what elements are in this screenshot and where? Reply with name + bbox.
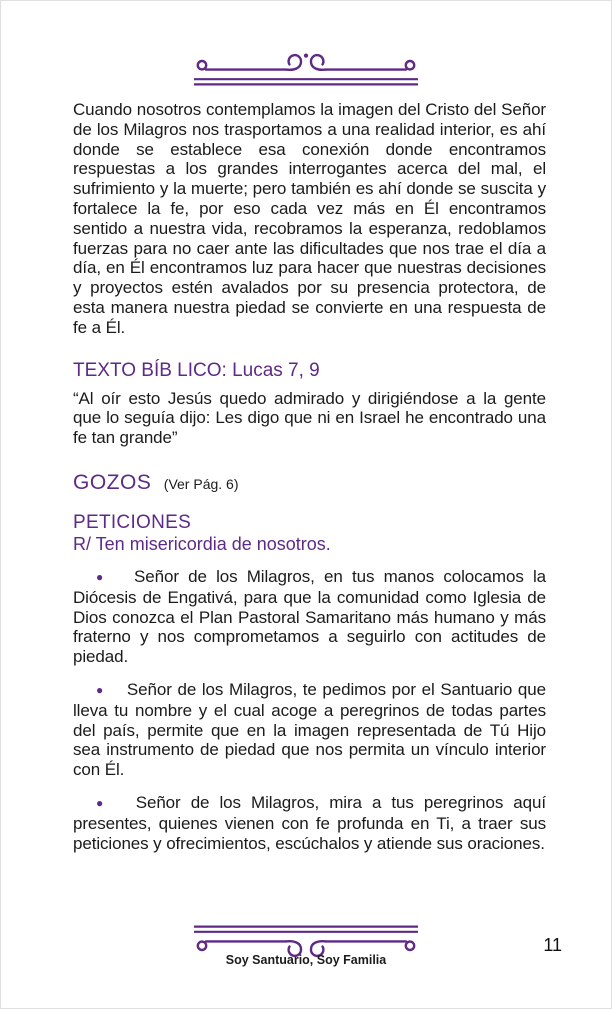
text-column [73, 100, 546, 853]
petition-text: Señor de los Milagros, mira a tus peregrinos aquí presentes, quienes vienen con fe profunda en Ti, a traer sus peticiones y ofrecimientos, escúchalos y atiende sus oraciones. [73, 793, 546, 853]
petition-item [73, 567, 546, 667]
petition-text: Señor de los Milagros, en tus manos colocamos la Diócesis de Engativá, para que la comunidad como Iglesia de Dios conozca el Plan Pastoral Samaritano más humano y más fraterno y nos comprometamos a seguirlo con actitudes de piedad. [73, 567, 546, 667]
bible-quote-paragraph: “Al oír esto Jesús quedo admirado y dirigiéndose a la gente que lo seguía dijo: Les digo que ni en Israel he encontrado una fe tan grande” [73, 388, 546, 447]
footer-motto: Soy Santuario, Soy Familia [225, 953, 387, 967]
bullet-icon: ● [96, 796, 109, 811]
texto-biblico-heading: TEXTO BÍB LICO: Lucas 7, 9 [73, 359, 320, 381]
response-line: R/ Ten misericordia de nosotros. [73, 534, 331, 555]
page-number: 11 [543, 935, 562, 955]
peticiones-heading: PETICIONES [73, 512, 192, 534]
bullet-icon: ● [96, 683, 105, 698]
intro-paragraph: Cuando nosotros contemplamos la imagen del Cristo del Señor de los Milagros nos trasportamos a una realidad interior, es ahí donde se establece esa conexión donde encontramos respuestas a los grandes interrogantes acerca del mal, el sufrimiento y la muerte; pero también es ahí donde se suscita y fortalece la fe, por eso cada vez más en Él encontramos sentido a nuestra vida, recobramos la esperanza, redoblamos fuerzas para no caer ante las dificultades que nos trae el día a día, en Él encontramos luz para hacer que nuestras decisiones y proyectos estén avalados por su presencia protectora, de esta manera nuestra piedad se convierte en una respuesta de fe a Él. [73, 100, 546, 337]
gozos-page-reference: (Ver Pág. 6) [163, 476, 239, 493]
petition-item [73, 793, 546, 853]
petition-item [73, 680, 546, 780]
gozos-row [73, 471, 546, 497]
bullet-icon: ● [96, 570, 108, 585]
gozos-heading: GOZOS [73, 471, 152, 495]
scroll-divider-ornament [194, 51, 418, 89]
petition-text: Señor de los Milagros, te pedimos por el Santuario que lleva tu nombre y el cual acoge a peregrinos de todas partes del país, permite que en la imagen representada de Tú Hijo sea instrumento de piedad que nos permita un vínculo interior con Él. [73, 680, 546, 780]
